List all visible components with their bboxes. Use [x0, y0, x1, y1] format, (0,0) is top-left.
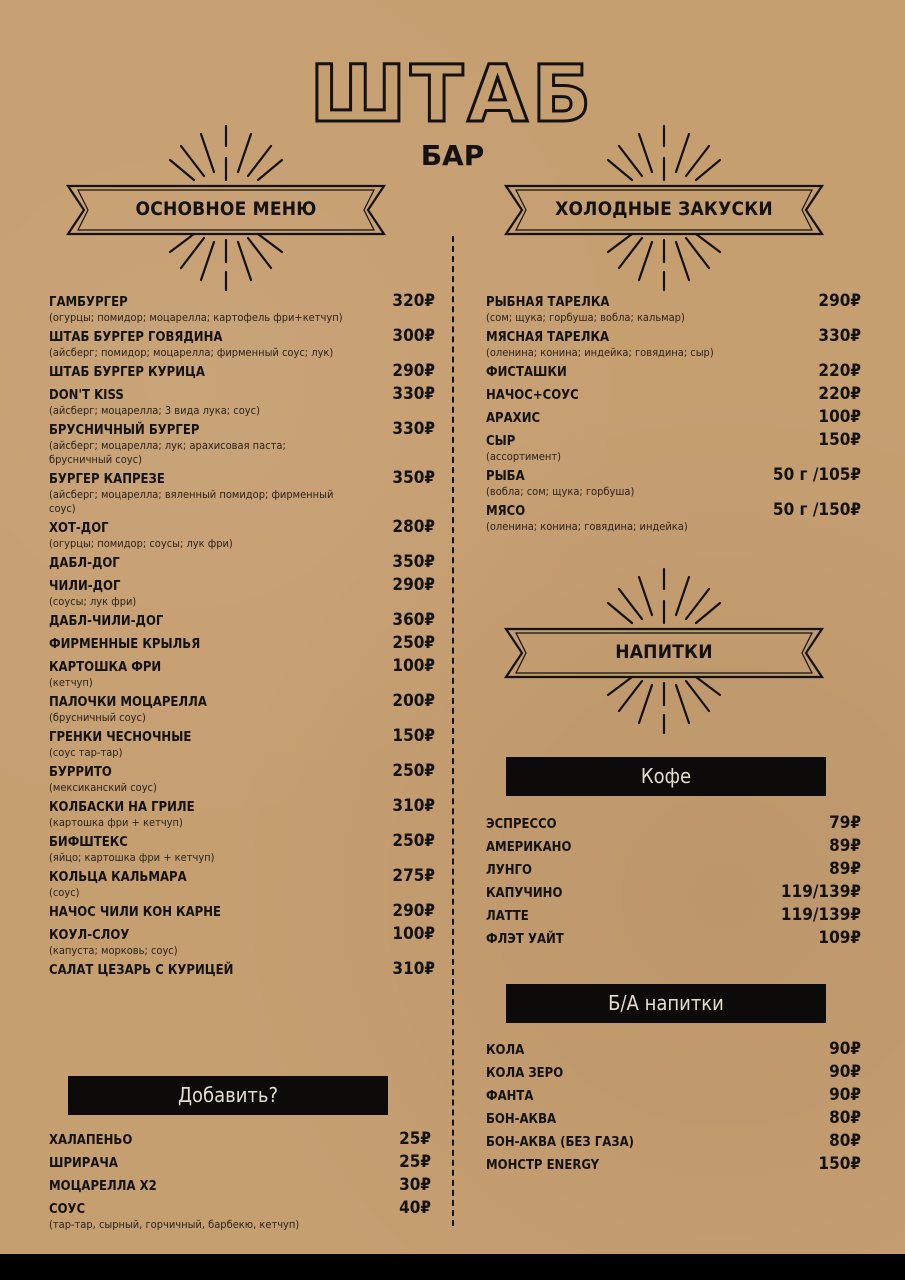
menu-item: [486, 1039, 861, 1066]
item-price: 290₽: [392, 901, 435, 921]
item-price: 250₽: [392, 831, 435, 851]
item-description: (айсберг; моцарелла; 3 вида лука; соус): [49, 404, 260, 417]
item-price: 90₽: [829, 1062, 861, 1082]
menu-item: [49, 1175, 431, 1202]
item-name: ШРИРАЧА: [49, 1156, 118, 1171]
item-name: ХАЛАПЕНЬО: [49, 1133, 133, 1148]
item-description: (яйцо; картошка фри + кетчуп): [49, 851, 215, 864]
item-price: 275₽: [392, 866, 435, 886]
footer-bar: [0, 1254, 905, 1280]
menu-item: [49, 468, 435, 521]
soft-drinks-header: Б/А напитки: [506, 984, 826, 1023]
item-name: КОЛА ЗЕРО: [486, 1066, 564, 1081]
item-price: 89₽: [829, 836, 861, 856]
menu-item: [486, 813, 861, 840]
item-description: (айсберг; моцарелла; вяленный помидор; фирменный соус): [49, 488, 334, 515]
item-price: 25₽: [399, 1129, 431, 1149]
coffee-header: Кофе: [506, 757, 826, 796]
item-name: САЛАТ ЦЕЗАРЬ С КУРИЦЕЙ: [49, 963, 234, 978]
item-name: ЭСПРЕССО: [486, 817, 557, 832]
item-name: ДАБЛ-ЧИЛИ-ДОГ: [49, 614, 164, 629]
menu-item: [486, 500, 861, 539]
menu-item: [49, 361, 435, 388]
item-name: СЫР: [486, 434, 516, 449]
banner-cold-snacks: [504, 184, 824, 236]
item-price: 290₽: [392, 361, 435, 381]
item-name: ФИСТАШКИ: [486, 365, 567, 380]
item-price: 100₽: [818, 407, 861, 427]
menu-item: [49, 761, 435, 800]
menu-item: [49, 691, 435, 730]
item-price: 119/139₽: [780, 905, 861, 925]
section-title-main: ОСНОВНОЕ МЕНЮ: [135, 198, 317, 220]
item-name: БРУСНИЧНЫЙ БУРГЕР: [49, 423, 200, 438]
item-price: 320₽: [392, 291, 435, 311]
item-name: МЯСНАЯ ТАРЕЛКА: [486, 330, 610, 345]
item-name: БОН-АКВА: [486, 1112, 557, 1127]
menu-item: [49, 959, 435, 986]
item-price: 330₽: [818, 326, 861, 346]
add-header: Добавить?: [68, 1076, 388, 1115]
section-title-cold: ХОЛОДНЫЕ ЗАКУСКИ: [555, 198, 773, 220]
menu-item: [49, 633, 435, 660]
main-menu-list: [49, 291, 435, 986]
item-price: 89₽: [829, 859, 861, 879]
menu-item: [486, 384, 861, 411]
item-name: ГРЕНКИ ЧЕСНОЧНЫЕ: [49, 730, 192, 745]
item-description: (вобла; сом; щука; горбуша): [486, 485, 635, 498]
item-name: СОУС: [49, 1202, 86, 1217]
menu-item: [49, 326, 435, 365]
item-description: (сом; щука; горбуша; вобла; кальмар): [486, 311, 685, 324]
item-description: (кетчуп): [49, 676, 93, 689]
menu-item: [49, 866, 435, 905]
item-description: (огурцы; помидор; соусы; лук фри): [49, 537, 233, 550]
menu-item: [49, 552, 435, 579]
menu-item: [49, 901, 435, 928]
item-name: МОНСТР ENERGY: [486, 1158, 600, 1173]
item-name: КОЛБАСКИ НА ГРИЛЕ: [49, 800, 195, 815]
item-name: БУРРИТО: [49, 765, 112, 780]
item-price: 220₽: [818, 361, 861, 381]
menu-item: [486, 1131, 861, 1158]
item-name: ГАМБУРГЕР: [49, 295, 128, 310]
item-description: (соусы; лук фри): [49, 595, 137, 608]
menu-item: [49, 575, 435, 614]
item-name: БУРГЕР КАПРЕЗЕ: [49, 472, 165, 487]
item-description: (капуста; морковь; соус): [49, 944, 178, 957]
menu-item: [486, 407, 861, 434]
item-price: 290₽: [392, 575, 435, 595]
item-price: 330₽: [392, 384, 435, 404]
item-name: ФЛЭТ УАЙТ: [486, 932, 564, 947]
menu-item: [49, 291, 435, 330]
item-price: 330₽: [392, 419, 435, 439]
item-name: ДАБЛ-ДОГ: [49, 556, 120, 571]
item-name: МЯСО: [486, 504, 526, 519]
item-name: ХОТ-ДОГ: [49, 521, 109, 536]
item-price: 25₽: [399, 1152, 431, 1172]
item-price: 310₽: [392, 959, 435, 979]
menu-item: [486, 1085, 861, 1112]
item-name: КОЛЬЦА КАЛЬМАРА: [49, 870, 187, 885]
item-price: 280₽: [392, 517, 435, 537]
item-price: 80₽: [829, 1131, 861, 1151]
logo-title: ШТАБ: [309, 50, 596, 140]
column-divider: [452, 236, 454, 1226]
item-name: КОУЛ-СЛОУ: [49, 928, 130, 943]
item-description: (айсберг; моцарелла; лук; арахисовая паста; брусничный соус): [49, 439, 286, 466]
item-price: 40₽: [399, 1198, 431, 1218]
item-description: (тар-тар, сырный, горчичный, барбекю, кетчуп): [49, 1218, 300, 1231]
menu-item: [49, 1198, 431, 1235]
item-price: 150₽: [392, 726, 435, 746]
item-name: НАЧОС ЧИЛИ КОН КАРНЕ: [49, 905, 222, 920]
menu-item: [49, 419, 435, 472]
menu-item: [49, 726, 435, 765]
item-price: 30₽: [399, 1175, 431, 1195]
menu-item: [486, 465, 861, 504]
item-description: (соус тар-тар): [49, 746, 123, 759]
menu-item: [486, 361, 861, 388]
item-name: БИФШТЕКС: [49, 835, 128, 850]
item-price: 350₽: [392, 468, 435, 488]
item-name: ФАНТА: [486, 1089, 534, 1104]
item-price: 79₽: [829, 813, 861, 833]
item-price: 109₽: [818, 928, 861, 948]
item-description: (огурцы; помидор; моцарелла; картофель фри+кетчуп): [49, 311, 343, 324]
item-description: (оленина; конина; индейка; говядина; сыр): [486, 346, 714, 359]
menu-item: [49, 1152, 431, 1179]
item-price: 200₽: [392, 691, 435, 711]
item-name: ПАЛОЧКИ МОЦАРЕЛЛА: [49, 695, 207, 710]
coffee-list: [486, 813, 861, 955]
item-name: БОН-АКВА (БЕЗ ГАЗА): [486, 1135, 634, 1150]
menu-item: [486, 430, 861, 469]
item-name: DON'T KISS: [49, 388, 124, 403]
menu-item: [486, 905, 861, 932]
logo-subtitle: БАР: [420, 139, 485, 172]
item-name: РЫБНАЯ ТАРЕЛКА: [486, 295, 610, 310]
item-price: 100₽: [392, 924, 435, 944]
item-name: РЫБА: [486, 469, 525, 484]
menu-item: [49, 384, 435, 423]
menu-item: [49, 517, 435, 556]
item-description: (картошка фри + кетчуп): [49, 816, 183, 829]
item-price: 150₽: [818, 1154, 861, 1174]
soft-drinks-list: [486, 1039, 861, 1181]
item-price: 250₽: [392, 633, 435, 653]
item-name: КАРТОШКА ФРИ: [49, 660, 162, 675]
item-price: 90₽: [829, 1085, 861, 1105]
menu-item: [486, 1062, 861, 1089]
item-price: 90₽: [829, 1039, 861, 1059]
item-price: 50 г /150₽: [772, 500, 861, 520]
add-list: [49, 1129, 431, 1235]
item-price: 220₽: [818, 384, 861, 404]
menu-item: [49, 796, 435, 835]
item-name: ЛУНГО: [486, 863, 532, 878]
menu-item: [49, 656, 435, 695]
item-name: КАПУЧИНО: [486, 886, 563, 901]
cold-menu-list: [486, 291, 861, 539]
item-price: 290₽: [818, 291, 861, 311]
item-price: 310₽: [392, 796, 435, 816]
section-title-drinks: НАПИТКИ: [615, 641, 713, 663]
menu-item: [486, 836, 861, 863]
item-name: КОЛА: [486, 1043, 525, 1058]
item-name: АМЕРИКАНО: [486, 840, 572, 855]
item-price: 150₽: [818, 430, 861, 450]
item-name: МОЦАРЕЛЛА Х2: [49, 1179, 157, 1194]
menu-item: [486, 291, 861, 330]
menu-item: [486, 928, 861, 955]
item-price: 119/139₽: [780, 882, 861, 902]
item-description: (мексиканский соус): [49, 781, 157, 794]
item-description: (айсберг; помидор; моцарелла; фирменный соус; лук): [49, 346, 334, 359]
item-name: ШТАБ БУРГЕР ГОВЯДИНА: [49, 330, 223, 345]
menu-item: [486, 1108, 861, 1135]
item-price: 100₽: [392, 656, 435, 676]
item-name: ЛАТТЕ: [486, 909, 529, 924]
item-description: (соус): [49, 886, 80, 899]
item-price: 80₽: [829, 1108, 861, 1128]
menu-item: [486, 1154, 861, 1181]
item-name: ЧИЛИ-ДОГ: [49, 579, 121, 594]
item-description: (брусничный соус): [49, 711, 146, 724]
item-price: 250₽: [392, 761, 435, 781]
item-price: 360₽: [392, 610, 435, 630]
menu-item: [49, 831, 435, 870]
menu-item: [49, 610, 435, 637]
item-description: (оленина; конина; говядина; индейка): [486, 520, 688, 533]
menu-item: [49, 1129, 431, 1156]
item-name: ФИРМЕННЫЕ КРЫЛЬЯ: [49, 637, 201, 652]
banner-drinks: [504, 627, 824, 679]
menu-item: [486, 326, 861, 365]
item-name: АРАХИС: [486, 411, 541, 426]
item-name: ШТАБ БУРГЕР КУРИЦА: [49, 365, 205, 380]
menu-item: [49, 924, 435, 963]
item-price: 350₽: [392, 552, 435, 572]
item-name: НАЧОС+СОУС: [486, 388, 579, 403]
banner-main-menu: [66, 184, 386, 236]
item-description: (ассортимент): [486, 450, 561, 463]
item-price: 300₽: [392, 326, 435, 346]
item-price: 50 г /105₽: [772, 465, 861, 485]
